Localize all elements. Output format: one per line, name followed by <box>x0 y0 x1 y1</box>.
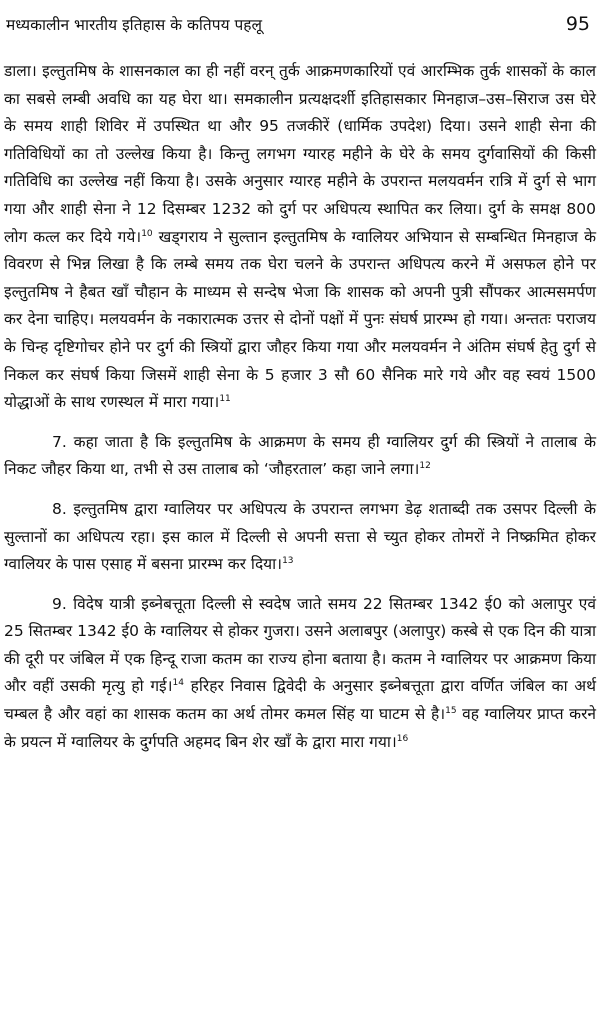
body-text <box>4 58 596 768</box>
paragraph <box>4 58 596 417</box>
page-number: 95 <box>565 13 590 35</box>
paragraph-text: 7. कहा जाता है कि इल्तुतमिष के आक्रमण के समय ही ग्वालियर दुर्ग की स्त्रियों ने तालाब के निकट जौहर किया था, तभी से उस तालाब को ‘जौहरताल’ कहा जाने लगा। <box>4 432 596 479</box>
paragraph-text: 9. विदेष यात्री इब्नेबत्तूता दिल्ली से स्वदेष जाते समय 22 सितम्बर 1342 ई0 को अलापुर एवं 25 सितम्बर 1342 ई0 के ग्वालियर से होकर गुजरा। उसने अलाबपुर (अलापुर) कस्बे से एक दिन की यात्रा की दूरी पर जंबिल में एक हिन्दू राजा कतम का राज्य होना बताया है। कतम ने ग्वालियर पर आक्रमण किया और वहीं उसकी मृत्यु हो गई। <box>4 594 596 696</box>
paragraph-text: 8. इल्तुतमिष द्वारा ग्वालियर पर अधिपत्य के उपरान्त लगभग डेढ़ शताब्दी तक उसपर दिल्ली के सुल्तानों का अधिपत्य रहा। इस काल में दिल्ली से अपनी सत्ता से च्युत होकर तोमरों ने निष्क्रमित होकर ग्वालियर के पास एसाह में बसना प्रारम्भ कर दिया। <box>4 499 596 574</box>
footnote-marker: 14 <box>172 678 184 689</box>
page-header <box>6 10 590 40</box>
paragraph-text: हरिहर निवास द्विवेदी के अनुसार इब्नेबत्तूता द्वारा वर्णित जंबिल का अर्थ चम्बल है और वहां का शासक कतम का अर्थ तोमर कमल सिंह या घाटम से है। <box>4 677 597 724</box>
footnote-marker: 12 <box>419 461 431 472</box>
footnote-marker: 11 <box>219 393 231 404</box>
footnote-marker: 15 <box>445 705 457 716</box>
running-title: मध्यकालीन भारतीय इतिहास के कतिपय पहलू <box>6 16 263 34</box>
paragraph-text: खड्गराय ने सुल्तान इल्तुतमिष के ग्वालियर अभियान से सम्बन्धित मिनहाज के विवरण से भिन्न लिखा है कि लम्बे समय तक घेरा चलने के उपरान्त अधिपत्य करने में असफल होने पर इल्तुतमिष ने हैबत खाँ चौहान के माध्यम से सन्देष भेजा कि शासक को अपनी पुत्री सौंपकर आत्मसमर्पण कर देना चाहिए। मलयवर्मन के नकारात्मक उत्तर से दोनों पक्षों में पुनः संघर्ष प्रारम्भ हो गया। अन्ततः पराजय के चिन्ह दृष्टिगोचर होने पर दुर्ग की स्त्रियों द्वारा जौहर किया गया और मलयवर्मन ने अंतिम संघर्ष हेतु दुर्ग से निकल कर संघर्ष किया जिसमें शाही सेना के 5 हजार 3 सौ 60 सैनिक मारे गये और वह स्वयं 1500 योद्धाओं के साथ रणस्थल में मारा गया। <box>4 227 596 412</box>
paragraph-text: वह ग्वालियर प्राप्त करने के प्रयत्न में ग्वालियर के दुर्गपति अहमद बिन शेर खाँ के द्वारा मारा गया। <box>4 705 597 751</box>
footnote-marker: 16 <box>396 733 409 744</box>
paragraph-text: डाला। इल्तुतमिष के शासनकाल का ही नहीं वरन् तुर्क आक्रमणकारियों एवं आरम्भिक तुर्क शासकों के काल का सबसे लम्बी अवधि का यह घेरा था। समकालीन प्रत्यक्षदर्शी इतिहासकार मिनहाज–उस–सिराज उस घेरे के समय शाही शिविर में उपस्थित था और 95 तजकीरें (धार्मिक उपदेश) दिया। उसने शाही सेना की गतिविधियों का तो उल्लेख किया है। किन्तु लगभग ग्यारह महीने के घेरे के समय दुर्गवासियों की किसी गतिविधि का उल्लेख नहीं किया है। उसके अनुसार ग्यारह महीने के उपरान्त मलयवर्मन रात्रि में दुर्ग से भाग गया और शाही सेना ने 12 दिसम्बर 1232 को दुर्ग पर अधिपत्य स्थापित कर लिया। दुर्ग के समक्ष 800 लोग कत्ल कर दिये गये। <box>4 62 596 246</box>
paragraph <box>4 591 596 757</box>
paragraph <box>4 496 596 579</box>
paragraph <box>4 429 596 484</box>
footnote-marker: 10 <box>141 228 153 239</box>
footnote-marker: 13 <box>282 555 294 566</box>
